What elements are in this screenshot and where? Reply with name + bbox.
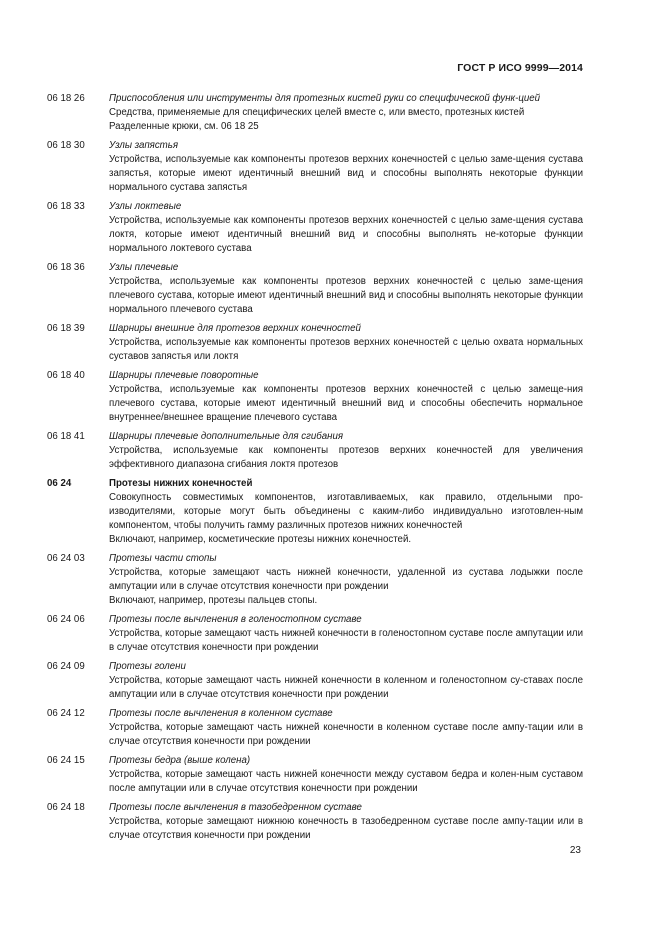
- entry-description: Устройства, которые замещают нижнюю конечность в тазобедренном суставе после ампу-тации или в случае отсутствия конечности при рождении: [109, 816, 583, 841]
- page-number: 23: [569, 845, 581, 856]
- entry-title: Узлы запястья: [109, 140, 179, 151]
- entry-title: Протезы бедра (выше колена): [109, 755, 251, 766]
- entry-title: Шарниры внешние для протезов верхних конечностей: [109, 323, 361, 334]
- entry-content: [109, 430, 583, 472]
- entry-code: 06 24 15: [47, 755, 85, 766]
- entry-code: 06 18 26: [47, 93, 85, 104]
- entry-title: Протезы нижних конечностей: [109, 478, 253, 489]
- entry-description: Устройства, используемые как компоненты протезов верхних конечностей с целью заме-щения сустава локтя, которые имеют идентичный внешний вид и способны выполнять не-которые функции нормального локтевого сустава: [109, 215, 583, 254]
- entry-note: Разделенные крюки, см. 06 18 25: [109, 121, 259, 132]
- entry-description: Устройства, используемые как компоненты протезов верхних конечностей с целью охвата нормальных суставов запястья или локтя: [109, 337, 583, 362]
- classification-entry: [47, 477, 583, 547]
- entry-title: Узлы плечевые: [109, 262, 179, 273]
- entry-content: [109, 754, 583, 796]
- entry-description: Совокупность совместимых компонентов, изготавливаемых, как правило, отдельными про-изводителями, которые могут быть объединены с каким-либо индивидуально изготовлен-ным компонентом, чтобы получить гамму различных протезов нижних конечностей: [109, 492, 583, 531]
- entry-content: [109, 92, 583, 134]
- entry-content: [109, 552, 583, 608]
- entry-content: [109, 369, 583, 425]
- entry-title: Узлы локтевые: [109, 201, 182, 212]
- classification-entry: [47, 92, 583, 134]
- classification-entry: [47, 430, 583, 472]
- entry-code: 06 24 06: [47, 614, 85, 625]
- classification-entry: [47, 200, 583, 256]
- entry-description: Устройства, которые замещают часть нижней конечности в голеностопном суставе после ампутации или в случае отсутствия конечности при рождении: [109, 628, 583, 653]
- entry-description: Устройства, которые замещают часть нижней конечности в коленном и голеностопном су-ставах после ампутации или в случае отсутствия конечности при рождении: [109, 675, 583, 700]
- entry-note: Включают, например, протезы пальцев стопы.: [109, 595, 318, 606]
- entry-description: Устройства, которые замещают часть нижней конечности, удаленной из сустава лодыжки после ампутации или в случае отсутствия конечности при рождении: [109, 567, 583, 592]
- entry-code: 06 18 41: [47, 431, 85, 442]
- entry-description: Устройства, используемые как компоненты протезов верхних конечностей для увеличения эффективного диапазона сгибания локтя протезов: [109, 445, 583, 470]
- entry-code: 06 18 40: [47, 370, 85, 381]
- entry-code: 06 24 12: [47, 708, 85, 719]
- classification-entry: [47, 369, 583, 425]
- entry-content: [109, 477, 583, 547]
- entry-description: Устройства, которые замещают часть нижней конечности между суставом бедра и колен-ным суставом после ампутации или в случае отсутствия конечности при рождении: [109, 769, 583, 794]
- entry-content: [109, 707, 583, 749]
- entry-title: Протезы голени: [109, 661, 186, 672]
- classification-entry: [47, 552, 583, 608]
- entry-title: Протезы после вычленения в коленном суставе: [109, 708, 333, 719]
- entry-content: [109, 200, 583, 256]
- entry-description: Устройства, используемые как компоненты протезов верхних конечностей с целью замеще-ния плечевого сустава, которые имеют идентичный внешний вид и способны обеспечить нормальное внутреннее/внешнее вращение плечевого сустава: [109, 384, 583, 423]
- entry-code: 06 24 18: [47, 802, 85, 813]
- entry-code: 06 18 39: [47, 323, 85, 334]
- entry-title: Шарниры плечевые дополнительные для сгибания: [109, 431, 344, 442]
- entry-code: 06 18 36: [47, 262, 85, 273]
- classification-entry: [47, 139, 583, 195]
- entry-content: [109, 801, 583, 843]
- entry-content: [109, 139, 583, 195]
- entry-code: 06 24 03: [47, 553, 85, 564]
- entry-note: Включают, например, косметические протезы нижних конечностей.: [109, 534, 412, 545]
- entry-description: Средства, применяемые для специфических целей вместе с, или вместо, протезных кистей: [109, 107, 525, 118]
- entry-code: 06 18 30: [47, 140, 85, 151]
- classification-entry: [47, 322, 583, 364]
- entry-code: 06 24: [47, 478, 72, 489]
- entry-title: Приспособления или инструменты для протезных кистей руки со специфической функ-цией: [109, 93, 541, 104]
- classification-list: [47, 92, 583, 848]
- entry-title: Протезы после вычленения в тазобедренном суставе: [109, 802, 362, 813]
- classification-entry: [47, 261, 583, 317]
- entry-title: Протезы после вычленения в голеностопном суставе: [109, 614, 362, 625]
- entry-content: [109, 261, 583, 317]
- entry-description: Устройства, которые замещают часть нижней конечности в коленном суставе после ампу-тации или в случае отсутствия конечности при рождении: [109, 722, 583, 747]
- classification-entry: [47, 801, 583, 843]
- document-header: ГОСТ Р ИСО 9999—2014: [457, 62, 583, 74]
- classification-entry: [47, 707, 583, 749]
- entry-content: [109, 322, 583, 364]
- classification-entry: [47, 613, 583, 655]
- entry-description: Устройства, используемые как компоненты протезов верхних конечностей с целью заме-щения плечевого сустава, которые имеют идентичный внешний вид и способны выполнять некоторые функции нормального плечевого сустава: [109, 276, 583, 315]
- entry-content: [109, 660, 583, 702]
- entry-description: Устройства, используемые как компоненты протезов верхних конечностей с целью заме-щения сустава запястья, которые имеют идентичный внешний вид и способны выполнять некоторые функции нормального сустава запястья: [109, 154, 583, 193]
- entry-content: [109, 613, 583, 655]
- entry-title: Протезы части стопы: [109, 553, 217, 564]
- entry-code: 06 24 09: [47, 661, 85, 672]
- classification-entry: [47, 660, 583, 702]
- entry-code: 06 18 33: [47, 201, 85, 212]
- entry-title: Шарниры плечевые поворотные: [109, 370, 259, 381]
- classification-entry: [47, 754, 583, 796]
